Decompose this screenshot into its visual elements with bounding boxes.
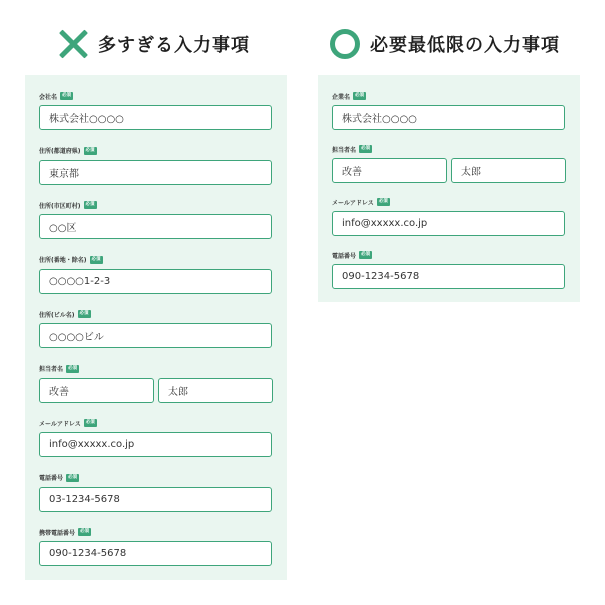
bad-example-title: 多すぎる入力事項 — [98, 35, 250, 56]
required-badge: 必須 — [68, 474, 78, 480]
mobile-input[interactable]: 090-1234-5678 — [39, 541, 272, 566]
street-field — [39, 255, 273, 310]
required-badge: 必須 — [85, 420, 95, 425]
first-name-input[interactable]: 太郎 — [451, 158, 566, 183]
required-badge: 必須 — [62, 93, 72, 98]
building-field — [39, 309, 273, 364]
required-badge: 必須 — [80, 529, 90, 534]
email-input[interactable]: info@xxxxx.co.jp — [332, 211, 565, 236]
field-label: 電話番号 — [39, 475, 64, 482]
field-label: 携帯電話番号 — [39, 529, 76, 537]
good-example-form — [318, 75, 580, 302]
company-name-field — [332, 91, 566, 144]
field-label: 企業名 — [332, 93, 351, 101]
phone-input[interactable]: 03-1234-5678 — [39, 487, 272, 512]
email-input[interactable]: info@xxxxx.co.jp — [39, 432, 272, 457]
required-badge: 必須 — [355, 93, 365, 98]
required-badge: 必須 — [79, 311, 89, 316]
email-field — [39, 418, 273, 473]
good-example-title: 必要最低限の入力事項 — [370, 35, 560, 56]
field-label: 担当者名 — [39, 366, 64, 373]
bad-example-form — [25, 75, 287, 580]
phone-field — [332, 250, 566, 303]
required-badge: 必須 — [91, 256, 101, 262]
company-name-input[interactable]: 株式会社○○○○ — [39, 105, 272, 130]
city-field — [39, 200, 273, 255]
required-badge: 必須 — [378, 199, 388, 204]
required-badge: 必須 — [85, 202, 95, 207]
last-name-input[interactable]: 改善 — [332, 158, 447, 183]
field-label: 住所(番地・除名) — [39, 257, 87, 264]
field-label: 住所(ビル名) — [39, 311, 75, 319]
field-label: 担当者名 — [332, 146, 357, 154]
prefecture-input[interactable]: 東京都 — [39, 160, 272, 185]
good-example-header — [330, 28, 560, 60]
field-label: 電話番号 — [332, 252, 357, 260]
company-name-field — [39, 91, 273, 146]
field-label: 住所(都道府県) — [39, 148, 81, 155]
required-badge: 必須 — [68, 365, 78, 371]
first-name-input[interactable]: 太郎 — [158, 378, 273, 403]
mobile-field — [39, 527, 273, 582]
field-label: 会社名 — [39, 93, 58, 101]
required-badge: 必須 — [85, 147, 95, 153]
email-field — [332, 197, 566, 250]
field-label: メールアドレス — [39, 420, 81, 428]
prefecture-field — [39, 146, 273, 201]
bad-example-header — [58, 28, 250, 60]
cross-icon — [58, 29, 88, 59]
phone-field — [39, 473, 273, 528]
field-label: 住所(市区町村) — [39, 202, 81, 210]
city-input[interactable]: ○○区 — [39, 214, 272, 239]
required-badge: 必須 — [361, 252, 371, 257]
field-label: メールアドレス — [332, 199, 374, 207]
circle-icon — [330, 29, 360, 59]
required-badge: 必須 — [361, 146, 371, 151]
contact-name-field — [39, 364, 273, 419]
last-name-input[interactable]: 改善 — [39, 378, 154, 403]
contact-name-field — [332, 144, 566, 197]
street-input[interactable]: ○○○○1-2-3 — [39, 269, 272, 294]
phone-input[interactable]: 090-1234-5678 — [332, 264, 565, 289]
company-name-input[interactable]: 株式会社○○○○ — [332, 105, 565, 130]
building-input[interactable]: ○○○○ビル — [39, 323, 272, 348]
